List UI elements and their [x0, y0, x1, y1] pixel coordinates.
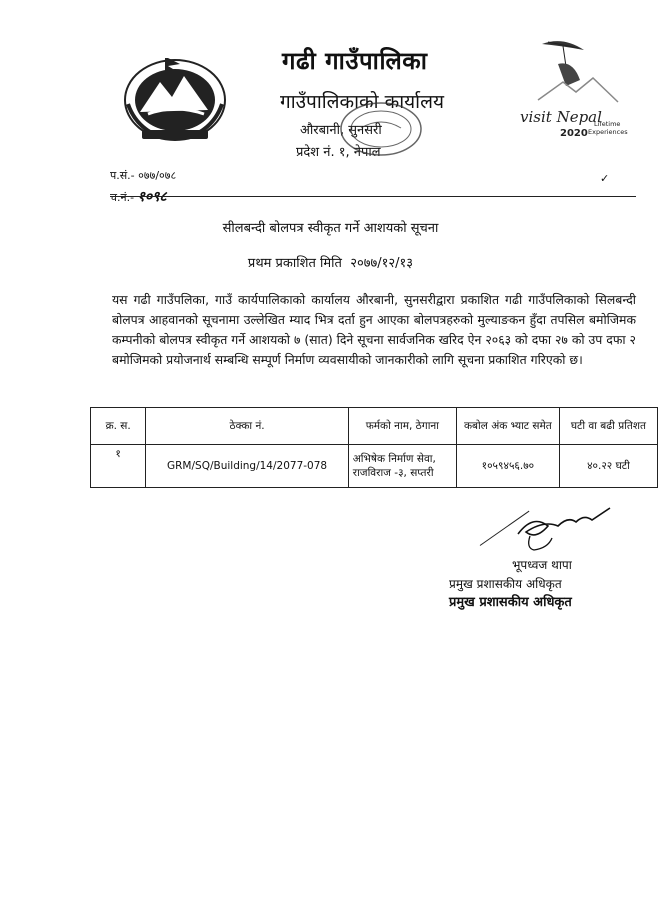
header-firm: फर्मको नाम, ठेगाना	[348, 408, 456, 445]
svg-text:Experiences: Experiences	[588, 128, 628, 136]
cell-sn: १	[91, 445, 146, 488]
header-percent: घटी वा बढी प्रतिशत	[559, 408, 657, 445]
signatory-designation: प्रमुख प्रशासकीय अधिकृत	[449, 577, 562, 591]
patra-sankhya	[110, 168, 176, 183]
ps-label: प.सं.-	[110, 169, 135, 182]
signatory-name: भूपध्वज थापा	[512, 558, 572, 572]
published-date-value: २०७७/१२/१३	[350, 256, 414, 271]
firm-address: राजविराज -३, सप्तरी	[352, 467, 434, 479]
table-row	[91, 445, 658, 488]
cn-label: च.नं.-	[110, 191, 135, 204]
notice-body: यस गढी गाउँपलिका, गाउँ कार्यपालिकाको कार्यालय औरबानी, सुनसरीद्वारा प्रकाशित गढी गाउँपलिकाको सिलबन्दी बोलपत्र आहवानको सूचनामा उल्लेखित म्याद भित्र दर्ता हुन आएका बोलपत्रहरुको मुल्याङकन हुँदा तपसिल बमोजिमक कम्पनीको बोलपत्र स्वीकृत गर्ने आशयको ७ (सात) दिने सूचना सार्वजनिक खरिद ऐन २०६३ को दफा २७ को उप दफा २ बमोजिमको प्रयोजनार्थ सम्बन्धि सम्पूर्ण निर्माण व्यवसायीको जानकारीको लागि सूचना प्रकाशित गरिएको छ।	[112, 292, 636, 367]
office-address: औरबानी, सुनसरी	[300, 123, 382, 138]
header-contract-no: ठेक्का नं.	[146, 408, 348, 445]
published-date	[0, 253, 661, 271]
visit-nepal-logo	[518, 40, 638, 140]
awarded-bids-table	[90, 407, 658, 488]
office-name: गाउँपालिकाको कार्यालय	[280, 91, 444, 113]
cell-percent: ४०.२२ घटी	[559, 445, 657, 488]
notice-subject: सीलबन्दी बोलपत्र स्वीकृत गर्ने आशयको सूचना	[222, 221, 439, 236]
firm-name: अभिषेक निर्माण सेवा,	[352, 453, 436, 465]
municipality-title: गढी गाउँपालिका	[282, 47, 428, 75]
divider-line	[110, 196, 636, 197]
svg-text:2020: 2020	[560, 128, 588, 139]
published-date-label: प्रथम प्रकाशित मिति	[247, 256, 342, 271]
cn-value: १०९८	[137, 189, 167, 205]
cell-firm	[348, 445, 456, 488]
ps-value: ०७७/०७८	[138, 169, 177, 182]
designation-stamp: प्रमुख प्रशासकीय अधिकृत	[449, 595, 572, 610]
province-line: प्रदेश नं. १, नेपाल	[296, 145, 381, 160]
cell-bid-amount: १०५९४५६.७०	[456, 445, 559, 488]
tick-mark: ✓	[600, 172, 610, 185]
header-sn: क्र. स.	[91, 408, 146, 445]
government-emblem-icon	[120, 52, 230, 144]
svg-text:Lifetime: Lifetime	[594, 120, 621, 128]
header-bid-amount: कबोल अंक भ्याट समेत	[456, 408, 559, 445]
table-header-row	[91, 408, 658, 445]
office-stamp	[336, 98, 426, 160]
cell-contract-no: GRM/SQ/Building/14/2077-078	[146, 445, 348, 488]
svg-text:visit Nepal: visit Nepal	[520, 108, 602, 126]
